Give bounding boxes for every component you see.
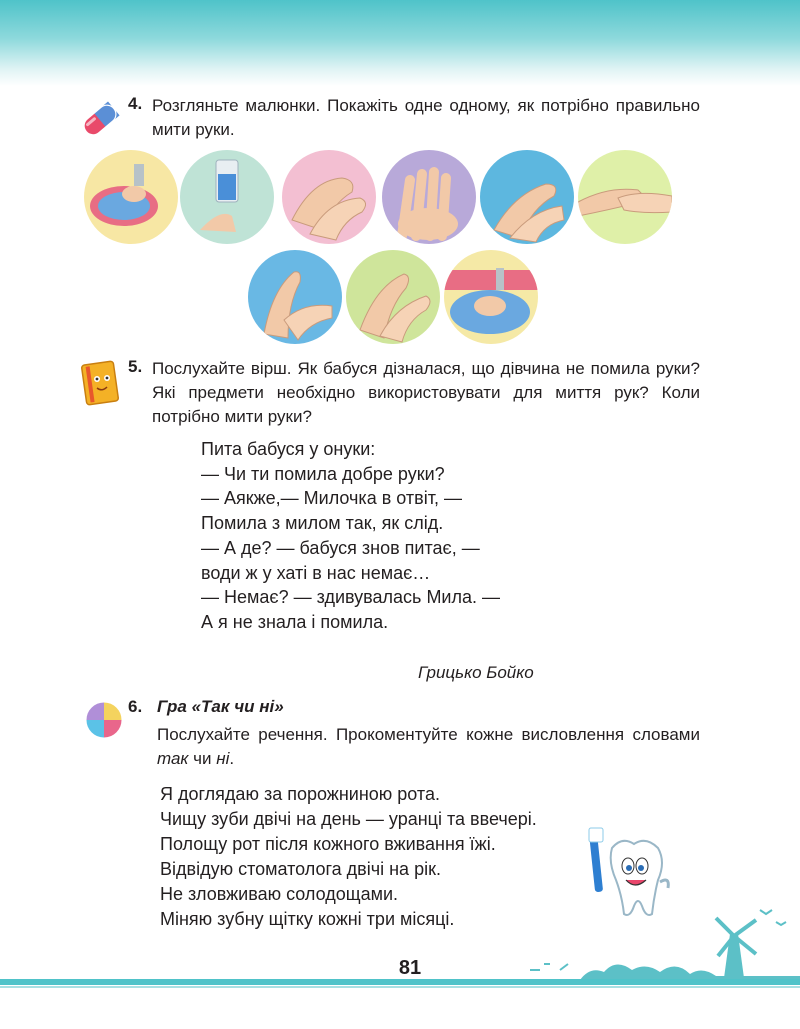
statement: Полощу рот після кожного вживання їжі. <box>160 834 496 854</box>
backs-of-hands-image <box>480 150 574 244</box>
statement: Я доглядаю за порожниною рота. <box>160 784 440 804</box>
book-icon <box>78 357 124 407</box>
palm-to-palm-image <box>346 250 440 344</box>
interlaced-fingers-image <box>382 150 476 244</box>
hands-under-tap-image <box>84 150 178 244</box>
landscape-silhouette-icon <box>520 900 800 982</box>
rinsing-under-tap-image <box>444 250 538 344</box>
statement: Міняю зубну щітку кожні три місяці. <box>160 909 455 929</box>
poem <box>201 437 500 635</box>
game-instruction: Послухайте речення. Прокоментуйте кожне висловлення словами так чи ні. <box>157 725 700 768</box>
poem-line: Помила з милом так, як слід. <box>201 513 444 534</box>
poem-author: Грицько Бойко <box>418 663 534 682</box>
task-number: 5. <box>128 357 143 376</box>
statement: Не зловживаю солодощами. <box>160 884 399 904</box>
page-number: 81 <box>398 957 422 979</box>
poem-line: А я не знала і помила. <box>201 611 389 632</box>
quadrant-circle-icon <box>84 700 124 740</box>
pill-icon <box>78 98 122 142</box>
poem-line: — Немає? — здивувалась Мила. — <box>201 587 501 608</box>
statement: Чищу зуби двічі на день — уранці та ввечері. <box>160 809 537 829</box>
statement: Відвідую стоматолога двічі на рік. <box>160 859 441 879</box>
palms-rubbing-image <box>282 150 376 244</box>
fingertips-on-palm-image <box>248 250 342 344</box>
top-banner <box>0 0 800 86</box>
task-number: 6. <box>128 697 143 716</box>
poem-line: — Чи ти помила добре руки? <box>201 463 445 484</box>
task-number: 4. <box>128 94 143 113</box>
task-text: Послухайте вірш. Як бабуся дізналася, що дівчина не помила руки? Які предмети необхідно використовувати для миття рук? Коли потрібно мити руки? <box>152 359 700 426</box>
game-title: Гра «Так чи ні» <box>157 697 284 716</box>
poem-line: води ж у хаті в нас немає… <box>201 562 431 583</box>
soap-dispenser-image <box>180 150 274 244</box>
statement-list <box>160 782 537 932</box>
thumb-rubbing-image <box>578 150 672 244</box>
poem-line: Пита бабуся у онуки: <box>201 439 376 459</box>
poem-line: — Аякже,— Милочка в отвіт, — <box>201 488 462 509</box>
task-text: Розгляньте малюнки. Покажіть одне одному, як потрібно правильно мити руки. <box>152 96 700 139</box>
poem-line: — А де? — бабуся знов питає, — <box>201 537 480 558</box>
bottom-rule-thin <box>0 986 800 988</box>
